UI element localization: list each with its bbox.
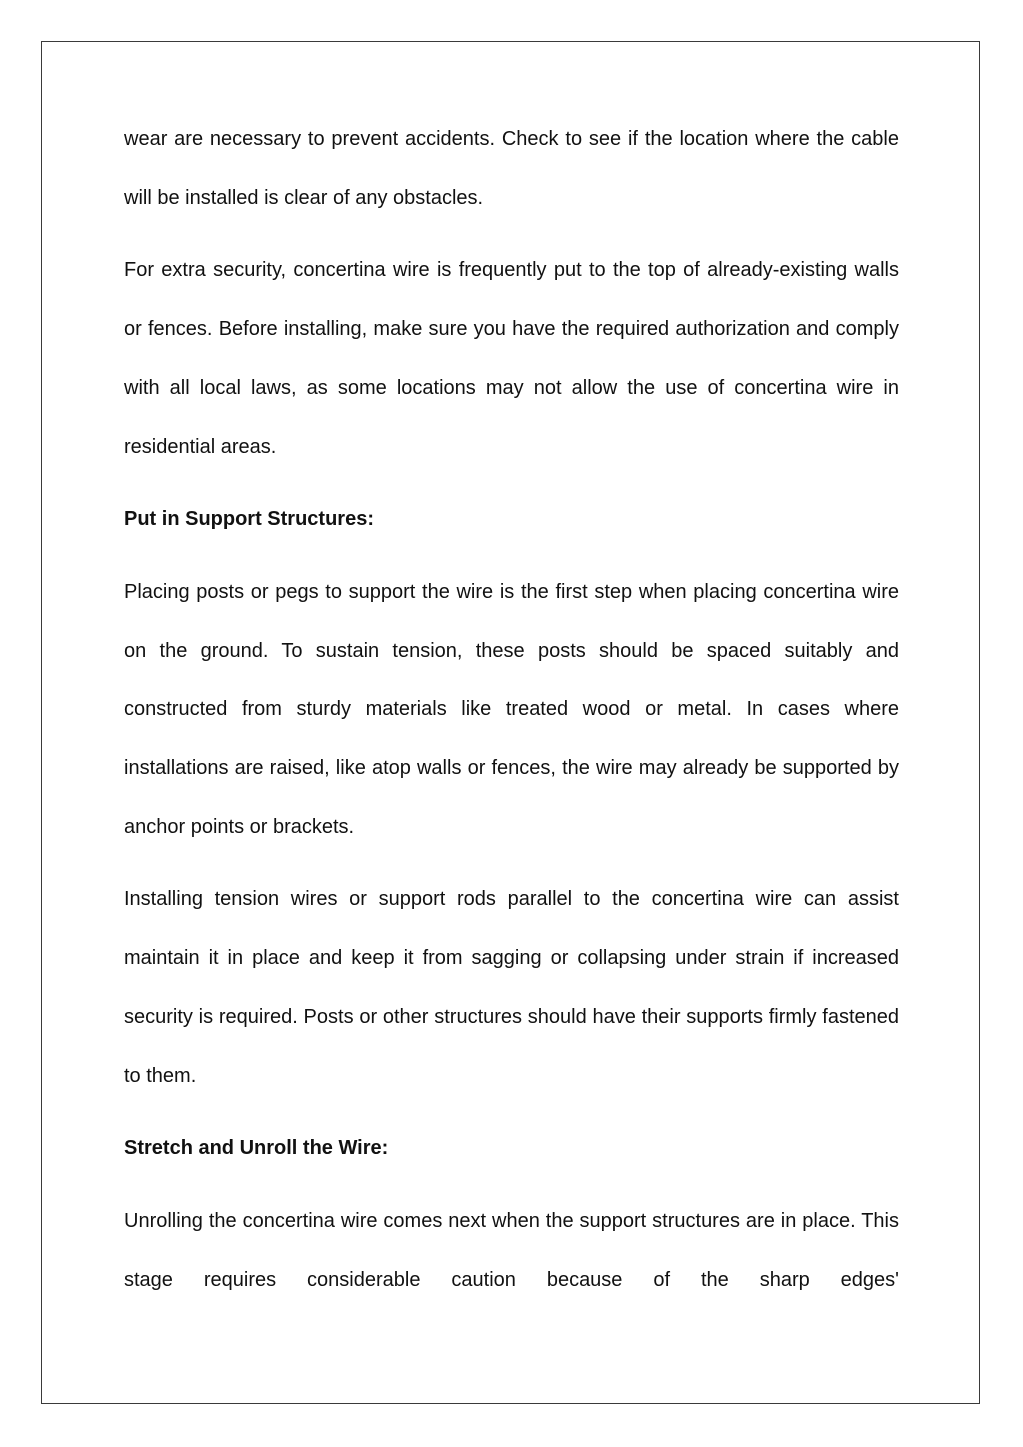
paragraph-unrolling: Unrolling the concertina wire comes next when the support structures are in place. This stage requires considerable caution because of the sharp edges' (124, 1209, 899, 1291)
paragraph-extra-security: For extra security, concertina wire is frequently put to the top of already-existing walls or fences. Before installing, make sure you have the required authorization and comply with all local laws, as some locations may not allow the use of concertina wire in residential areas. (124, 259, 899, 458)
paragraph-posts-pegs: Placing posts or pegs to support the wire is the first step when placing concertina wire on the ground. To sustain tension, these posts should be spaced suitably and constructed from sturdy materials like treated wood or metal. In cases where installations are raised, like atop walls or fences, the wire may already be supported by anchor points or brackets. (124, 580, 899, 838)
document-body (124, 110, 899, 1323)
heading-support-structures: Put in Support Structures: (124, 508, 374, 531)
paragraph-obstacles: wear are necessary to prevent accidents. Check to see if the location where the cable will be installed is clear of any obstacles. (124, 128, 899, 209)
paragraph-tension-wires: Installing tension wires or support rods parallel to the concertina wire can assist maintain it in place and keep it from sagging or collapsing under strain if increased security is required. Posts or other structures should have their supports firmly fastened to them. (124, 888, 899, 1087)
heading-stretch-unroll: Stretch and Unroll the Wire: (124, 1137, 389, 1160)
